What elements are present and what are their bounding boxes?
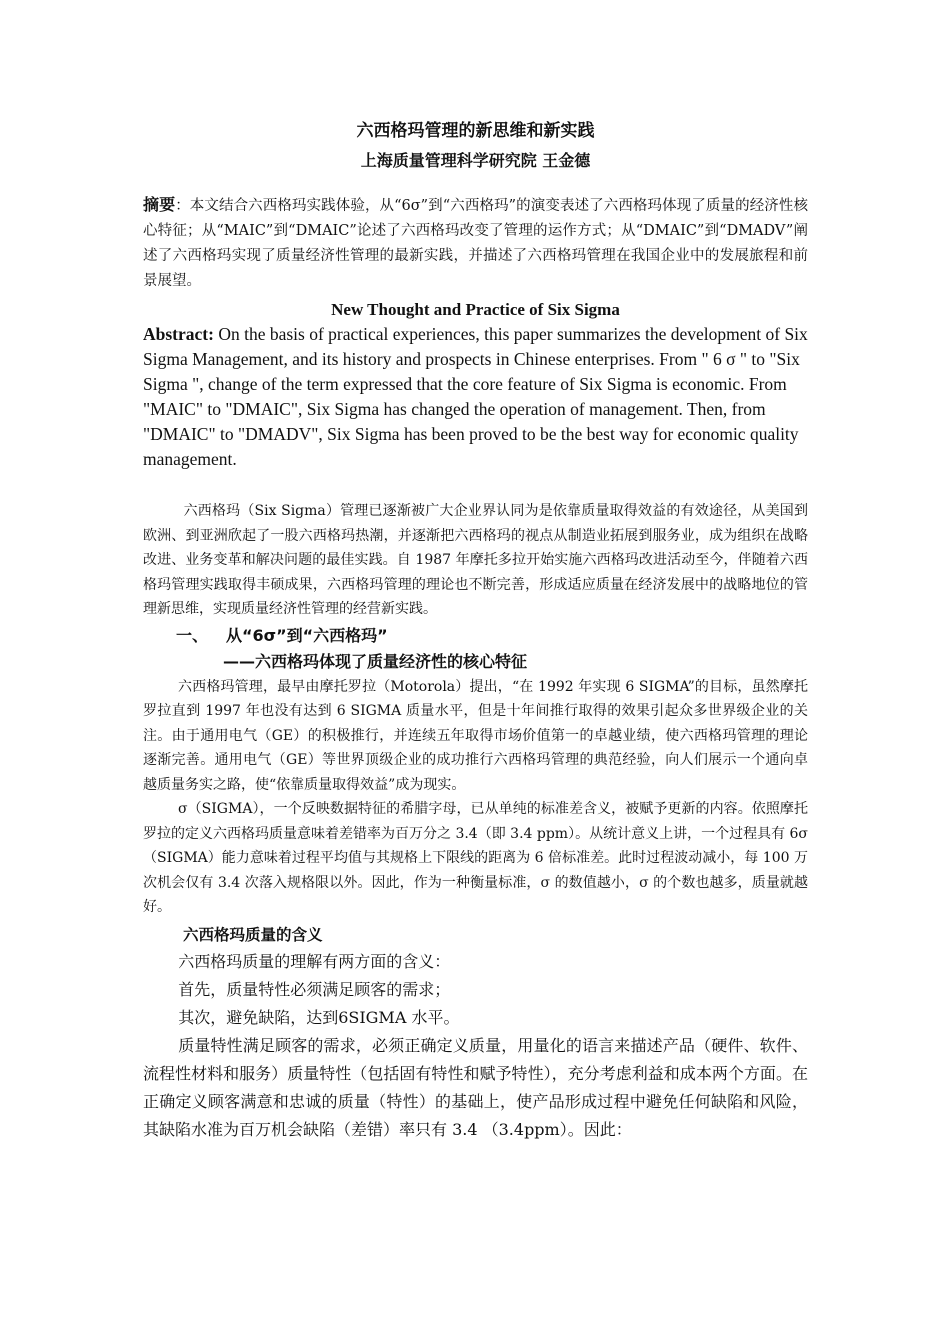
section-heading [176,623,808,649]
subsection-line-2: 首先，质量特性必须满足顾客的需求； [178,979,451,999]
abstract-chinese-label: 摘要 [143,195,176,214]
intro-paragraph: 六西格玛（Six Sigma）管理已逐渐被广大企业界认同为是依靠质量取得效益的有效途径，从美国到欧洲、到亚洲欣起了一股六西格玛热潮，并逐渐把六西格玛的视点从制造业拓展到服务业，成为组织在战略改进、业务变革和解决问题的最佳实践。自 1987 年摩托多拉开始实施六西格玛改进活动至今，伴随着六西格玛管理实践取得丰硕成果，六西格玛管理的理论也不断完善，形成适应质量在经济发展中的战略地位的管理新思维，实现质量经济性管理的经营新实践。 [143,503,808,617]
subsection-heading: 六西格玛质量的含义 [183,925,323,944]
abstract-english-label: Abstract: [143,324,214,344]
body-paragraph-2: σ（SIGMA），一个反映数据特征的希腊字母，已从单纯的标准差含义，被赋予更新的内容。依照摩托罗拉的定义六西格玛质量意味着差错率为百万分之 3.4（即 3.4 ppm）。从统计意义上讲，一个过程具有 6σ（SIGMA）能力意味着过程平均值与其规格上下限线的距离为 6 倍标准差。此时过程波动减小，每 100 万次机会仅有 3.4 次落入规格限以外。因此，作为一种衡量标准，σ 的数值越小，σ 的个数也越多，质量就越好。 [143,801,808,915]
body-paragraph-1: 六西格玛管理，最早由摩托罗拉（Motorola）提出，“在 1992 年实现 6 SIGMA”的目标，虽然摩托罗拉直到 1997 年也没有达到 6 SIGMA 质量水平，但是十年间推行取得的效果引起众多世界级企业的关注。由于通用电气（GE）的积极推行，并连续五年取得市场价值第一的卓越业绩，使六西格玛管理的理论逐渐完善。通用电气（GE）等世界顶级企业的成功推行六西格玛管理的典范经验，向人们展示一个通向卓越质量务实之路，使“依靠质量取得效益”成为现实。 [143,678,808,793]
section-number: 一、 [176,625,209,645]
abstract-english [143,322,808,472]
page-title: 六西格玛管理的新思维和新实践 [356,121,595,141]
section-subheading: ——六西格玛体现了质量经济性的核心特征 [223,651,528,671]
abstract-chinese [143,192,808,294]
abstract-english-text: On the basis of practical experiences, this paper summarizes the development of Six Sigma Management, and its history and prospects in Chinese enterprises. From " 6 σ " to "Six Sigma ", change of the term expressed that the core feature of Six Sigma is economic. From "MAIC" to "DMAIC", Six Sigma has changed the operation of management. Then, from "DMAIC" to "DMADV", Six Sigma has been proved to be the best way for economic quality management. [143,324,808,469]
author-line: 上海质量管理科学研究院 王金德 [360,151,591,170]
subsection-line-1: 六西格玛质量的理解有两方面的含义： [178,951,451,971]
subsection-final-paragraph: 质量特性满足顾客的需求，必须正确定义质量，用量化的语言来描述产品（硬件、软件、流程性材料和服务）质量特性（包括固有特性和赋予特性），充分考虑利益和成本两个方面。在正确定义顾客满意和忠诚的质量（特性）的基础上，使产品形成过程中避免任何缺陷和风险，其缺陷水准为百万机会缺陷（差错）率只有 3.4 （3.4ppm）。因此： [143,1035,808,1139]
section-heading-text: 从“6σ”到“六西格玛” [226,625,388,645]
document-body [143,118,808,1144]
english-title: New Thought and Practice of Six Sigma [331,300,620,319]
abstract-chinese-text: ：本文结合六西格玛实践体验，从“6σ”到“六西格玛”的演变表述了六西格玛体现了质量的经济性核心特征；从“MAIC”到“DMAIC”论述了六西格玛改变了管理的运作方式；从“DMAIC”到“DMADV”阐述了六西格玛实现了质量经济性管理的最新实践，并描述了六西格玛管理在我国企业中的发展旅程和前景展望。 [143,198,808,289]
subsection-line-3: 其次，避免缺陷，达到6SIGMA 水平。 [178,1007,460,1027]
